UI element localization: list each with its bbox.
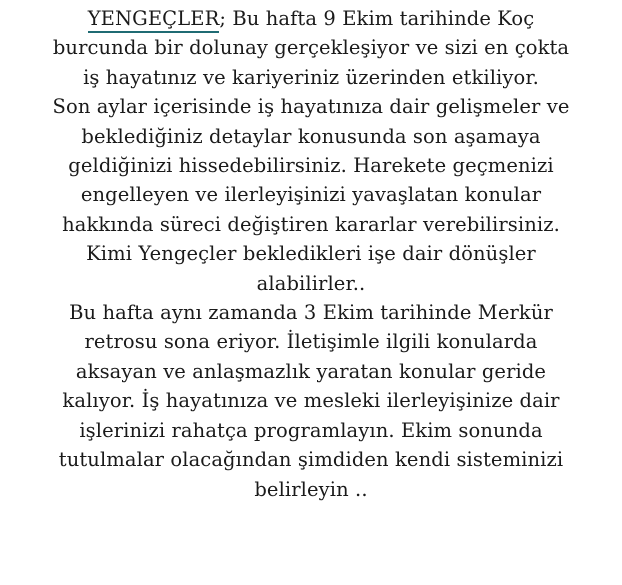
text-line: aksayan ve anlaşmazlık yaratan konular geride xyxy=(75,359,547,383)
text-line: kalıyor. İş hayatınıza ve mesleki ilerleyişinize dair xyxy=(62,389,560,413)
text-line: beklediğiniz detaylar konusunda son aşamaya xyxy=(81,124,541,148)
text-line: geldiğinizi hissedebilirsiniz. Harekete geçmenizi xyxy=(68,154,554,178)
text-line: alabilirler.. xyxy=(256,271,366,295)
text-line: iş hayatınız ve kariyeriniz üzerinden etkiliyor. xyxy=(83,65,539,89)
text-line: retrosu sona eriyor. İletişimle ilgili konularda xyxy=(84,330,538,354)
text-line-1-rest: ; Bu hafta 9 Ekim tarihinde Koç xyxy=(219,7,535,30)
text-line: Bu hafta aynı zamanda 3 Ekim tarihinde Merkür xyxy=(69,301,553,325)
text-line: belirleyin .. xyxy=(254,477,368,501)
horoscope-text xyxy=(6,4,616,504)
text-line: burcunda bir dolunay gerçekleşiyor ve sizi en çokta xyxy=(52,36,570,60)
text-line: tutulmalar olacağından şimdiden kendi sisteminizi xyxy=(58,448,564,472)
text-line: işlerinizi rahatça programlayın. Ekim sonunda xyxy=(79,418,543,442)
text-line-1 xyxy=(6,4,616,33)
text-line: Kimi Yengeçler bekledikleri işe dair dönüşler xyxy=(86,242,536,266)
text-line: Son aylar içerisinde iş hayatınıza dair gelişmeler ve xyxy=(52,95,570,119)
zodiac-name: YENGEÇLER xyxy=(88,7,220,33)
text-line: engelleyen ve ilerleyişinizi yavaşlatan konular xyxy=(80,183,542,207)
text-line: hakkında süreci değiştiren kararlar verebilirsiniz. xyxy=(62,212,560,236)
